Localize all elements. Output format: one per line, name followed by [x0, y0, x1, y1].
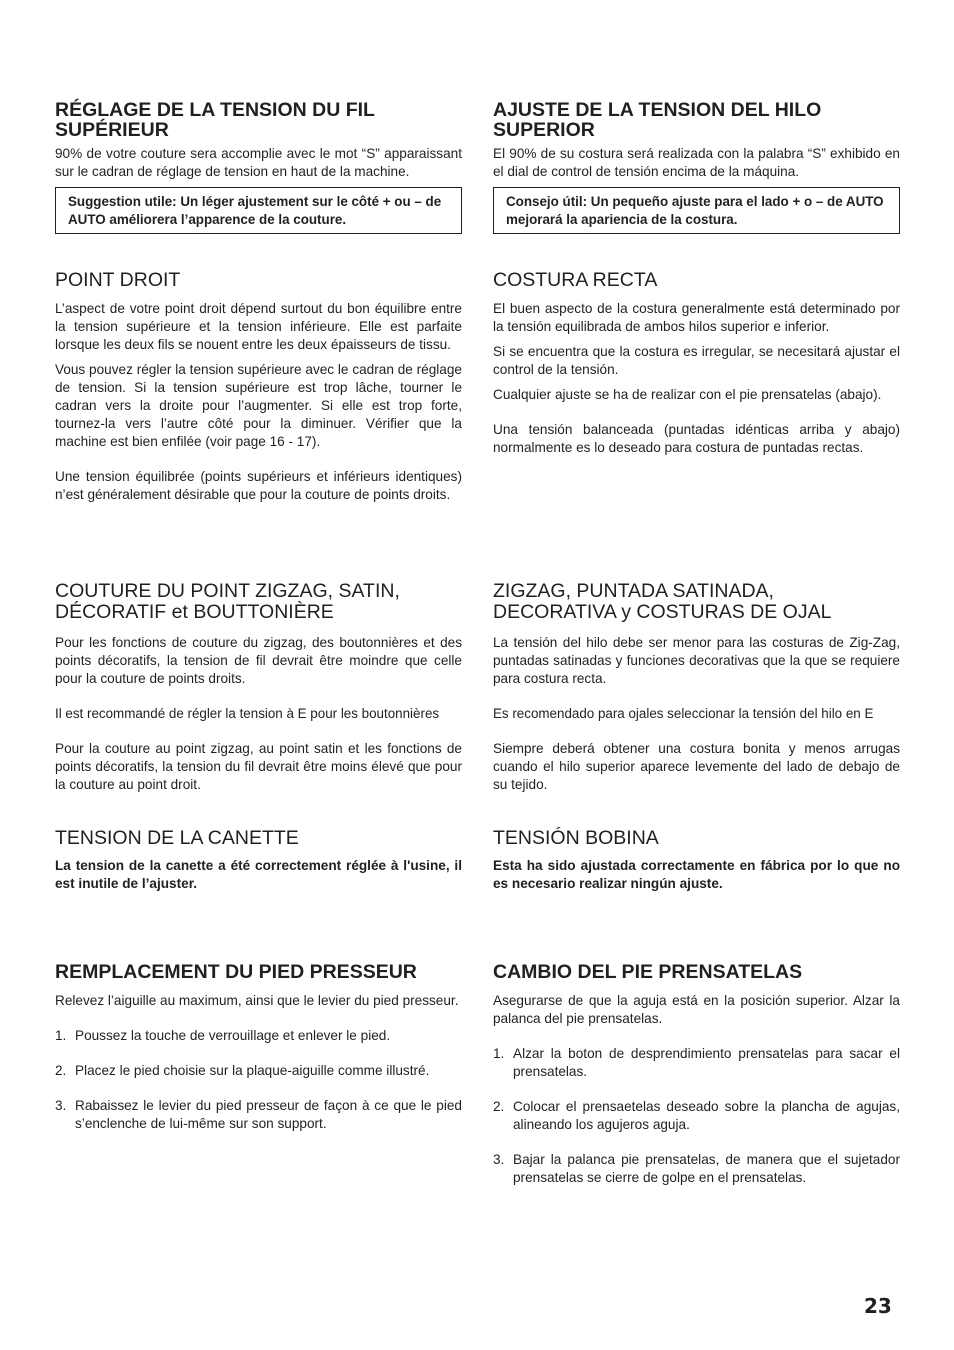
fr-presser-foot-steps [55, 1027, 462, 1133]
list-item: 1. Alzar la boton de desprendimiento prensatelas para sacar el prensatelas. [493, 1046, 900, 1079]
fr-bobbin-tension-section [55, 828, 462, 893]
es-presser-foot-section [493, 962, 900, 1187]
fr-zigzag-section [55, 581, 462, 794]
es-upper-tension-section [493, 100, 900, 234]
fr-bobbin-tension-text: La tension de la canette a été correctement réglée à l'usine, il est inutile de l’ajuster. [55, 858, 462, 891]
es-bobbin-tension-text: Esta ha sido ajustada correctamente en fábrica por lo que no es necesario realizar ningún ajuste. [493, 858, 900, 891]
es-straight-stitch-p3: Cualquier ajuste se ha de realizar con el pie prensatelas (abajo). [493, 387, 882, 402]
es-zigzag-title: ZIGZAG, PUNTADA SATINADA, DECORATIVA y COSTURAS DE OJAL [493, 580, 832, 623]
list-item: 3. Bajar la palanca pie prensatelas, de manera que el sujetador prensatelas se cierre de golpe en el prensatelas. [493, 1152, 900, 1185]
fr-presser-foot-section [55, 962, 462, 1133]
es-straight-stitch-title: COSTURA RECTA [493, 269, 658, 291]
fr-tip-box: Suggestion utile: Un léger ajustement sur le côté + ou – de AUTO améliorera l’apparence de la couture. [55, 187, 462, 234]
fr-straight-stitch-p1: L’aspect de votre point droit dépend surtout du bon équilibre entre la tension supérieure et la tension inférieure. Elle est parfaite lorsque les deux fils se nouent entre les deux épaisseurs de tissu. [55, 301, 462, 352]
es-upper-tension-title: AJUSTE DE LA TENSION DEL HILO SUPERIOR [493, 99, 822, 141]
es-straight-stitch-p4: Una tensión balanceada (puntadas idénticas arriba y abajo) normalmente es lo deseado para costura de puntadas rectas. [493, 422, 900, 455]
es-zigzag-p1: La tensión del hilo debe ser menor para las costuras de Zig-Zag, puntadas satinadas y funciones decorativas que la que se requiere para costura recta. [493, 635, 900, 686]
list-item: 1. Poussez la touche de verrouillage et enlever le pied. [55, 1028, 391, 1043]
es-zigzag-p2: Es recomendado para ojales seleccionar la tensión del hilo en E [493, 706, 874, 721]
es-zigzag-section [493, 581, 900, 794]
fr-straight-stitch-title: POINT DROIT [55, 269, 181, 291]
es-tip-box: Consejo útil: Un pequeño ajuste para el lado + o – de AUTO mejorará la apariencia de la costura. [493, 187, 900, 234]
es-zigzag-p3: Siempre deberá obtener una costura bonita y menos arrugas cuando el hilo superior aparece levemente del lado de debajo de su tejido. [493, 741, 900, 792]
fr-zigzag-p3: Pour la couture au point zigzag, au point satin et les fonctions de points décoratifs, la tension du fil devrait être moins élevé que pour la couture au point droit. [55, 741, 462, 792]
es-presser-foot-title: CAMBIO DEL PIE PRENSATELAS [493, 961, 803, 983]
fr-zigzag-p2: Il est recommandé de régler la tension à E pour les boutonnières [55, 706, 440, 721]
fr-upper-tension-section [55, 100, 462, 234]
fr-zigzag-title: COUTURE DU POINT ZIGZAG, SATIN, DÉCORATIF et BOUTTONIÈRE [55, 580, 400, 623]
es-bobbin-tension-section [493, 828, 900, 893]
fr-zigzag-p1: Pour les fonctions de couture du zigzag, des boutonnières et des points décoratifs, la tension de fil devrait être moindre que celle pour la couture de points droits. [55, 635, 462, 686]
fr-presser-foot-intro: Relevez l’aiguille au maximum, ainsi que le levier du pied presseur. [55, 993, 459, 1008]
list-item: 2. Placez le pied choisie sur la plaque-aiguille comme illustré. [55, 1063, 430, 1078]
page-number: 23 [864, 1294, 892, 1318]
es-bobbin-tension-title: TENSIÓN BOBINA [493, 827, 659, 849]
es-straight-stitch-p2: Si se encuentra que la costura es irregular, se necesitará ajustar el control de la tensión. [493, 344, 900, 377]
list-item: 2. Colocar el prensaetelas deseado sobre la plancha de agujas, alineando los agujeros aguja. [493, 1099, 900, 1132]
es-presser-foot-steps [493, 1045, 900, 1187]
fr-bobbin-tension-title: TENSION DE LA CANETTE [55, 827, 299, 849]
fr-straight-stitch-section [55, 270, 462, 504]
fr-presser-foot-title: REMPLACEMENT DU PIED PRESSEUR [55, 961, 417, 983]
fr-straight-stitch-p3: Une tension équilibrée (points supérieurs et inférieurs identiques) n’est généralement désirable que pour la couture de points droits. [55, 469, 462, 502]
es-upper-tension-text: El 90% de su costura será realizada con la palabra “S” exhibido en el dial de control de tensión encima de la máquina. [493, 146, 900, 179]
es-presser-foot-intro: Asegurarse de que la aguja está en la posición superior. Alzar la palanca del pie prensatelas. [493, 993, 900, 1026]
es-straight-stitch-p1: El buen aspecto de la costura generalmente está determinado por la tensión equilibrada de ambos hilos superior e inferior. [493, 301, 900, 334]
fr-straight-stitch-p2: Vous pouvez régler la tension supérieure avec le cadran de réglage de tension. Si la tension supérieure est trop lâche, tourner le cadran vers la droite pour l’augmenter. Si elle est trop forte, tournez-la vers l’autre côté pour la diminuer. Vérifier que la machine est bien enfilée (voir page 16 - 17). [55, 362, 462, 449]
fr-upper-tension-text: 90% de votre couture sera accomplie avec le mot “S” apparaissant sur le cadran de réglage de tension en haut de la machine. [55, 146, 462, 179]
es-straight-stitch-section [493, 270, 900, 457]
fr-upper-tension-title: RÉGLAGE DE LA TENSION DU FIL SUPÉRIEUR [55, 99, 375, 141]
list-item: 3. Rabaissez le levier du pied presseur de façon à ce que le pied s’enclenche de lui-même sur son support. [55, 1098, 462, 1131]
